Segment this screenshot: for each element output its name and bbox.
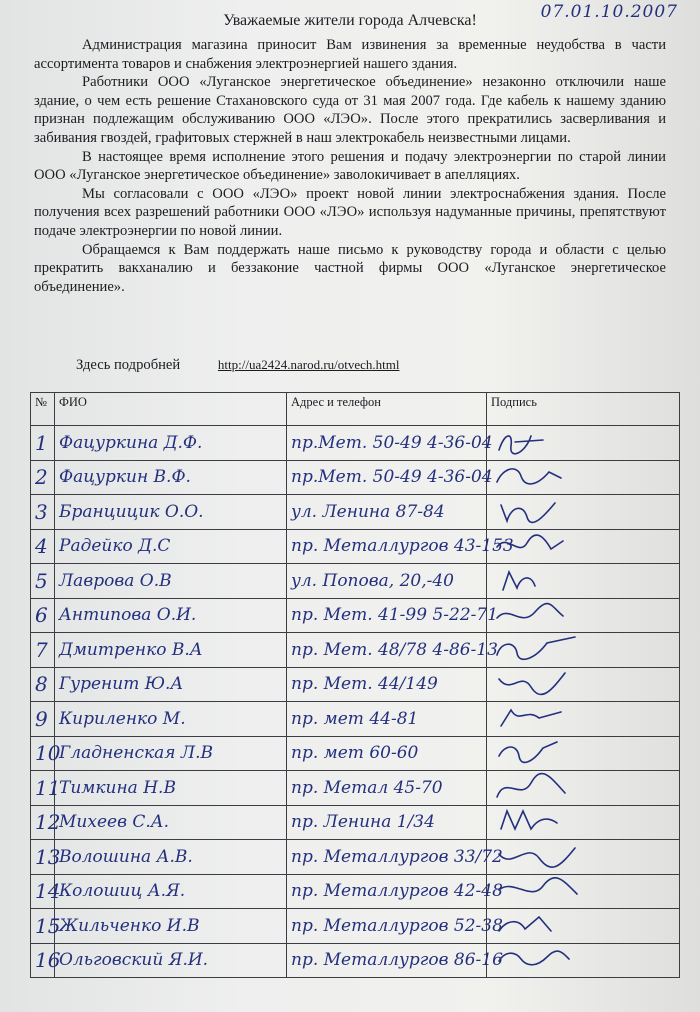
table-row	[31, 633, 680, 668]
row-number: 16	[31, 943, 55, 978]
paragraph: В настоящее время исполнение этого решения и подачу электроэнергии по старой линии ООО «Луганское энергетическое объединение» заволокичивает в апелляциях.	[34, 148, 666, 184]
row-signature	[487, 564, 680, 599]
row-name: Гладненская Л.В	[55, 736, 287, 771]
row-name: Фацуркина Д.Ф.	[55, 426, 287, 461]
signature-scribble	[491, 566, 641, 596]
row-name: Ольговский Я.И.	[55, 943, 287, 978]
row-address: пр. Метал 45-70	[287, 771, 487, 806]
signature-scribble	[491, 635, 641, 665]
row-number: 6	[31, 598, 55, 633]
row-address: пр.Мет. 50-49 4-36-04	[287, 460, 487, 495]
signature-scribble	[491, 842, 641, 872]
row-number: 7	[31, 633, 55, 668]
table-row	[31, 426, 680, 461]
table-row	[31, 805, 680, 840]
signature-scribble	[491, 704, 641, 734]
letter-body	[34, 36, 666, 296]
row-number: 4	[31, 529, 55, 564]
row-number: 2	[31, 460, 55, 495]
signature-scribble	[491, 497, 641, 527]
signature-scribble	[491, 600, 641, 630]
row-signature	[487, 909, 680, 944]
date-stamp: 07.01.10.2007	[540, 2, 678, 22]
details-link[interactable]: http://ua2424.narod.ru/otvech.html	[217, 357, 400, 372]
row-signature	[487, 736, 680, 771]
signature-scribble	[491, 807, 641, 837]
paragraph: Обращаемся к Вам поддержать наше письмо к руководству города и области с целью прекратить вакханалию и беззаконие частной фирмы ООО «Луганское энергетическое объединение».	[34, 241, 666, 295]
table-row	[31, 736, 680, 771]
row-address: пр. Металлургов 42-48	[287, 874, 487, 909]
row-address: пр.Мет. 50-49 4-36-04	[287, 426, 487, 461]
paragraph: Администрация магазина приносит Вам извинения за временные неудобства в части ассортимента товаров и снабжения электроэнергией нашего здания.	[34, 37, 666, 72]
table-row	[31, 874, 680, 909]
row-number: 8	[31, 667, 55, 702]
row-number: 1	[31, 426, 55, 461]
row-signature	[487, 667, 680, 702]
signature-scribble	[491, 945, 641, 975]
row-signature	[487, 840, 680, 875]
signature-scribble	[491, 911, 641, 941]
row-number: 9	[31, 702, 55, 737]
table-row	[31, 840, 680, 875]
row-number: 15	[31, 909, 55, 944]
table-row	[31, 460, 680, 495]
signature-scribble	[491, 876, 641, 906]
row-number: 11	[31, 771, 55, 806]
signature-scribble	[491, 738, 641, 768]
row-number: 12	[31, 805, 55, 840]
row-name: Бранцицик О.О.	[55, 495, 287, 530]
row-signature	[487, 460, 680, 495]
row-name: Михеев С.А.	[55, 805, 287, 840]
row-address: пр. Металлургов 52-38	[287, 909, 487, 944]
row-address: пр. Ленина 1/34	[287, 805, 487, 840]
table-row	[31, 495, 680, 530]
row-number: 5	[31, 564, 55, 599]
row-name: Лаврова О.В	[55, 564, 287, 599]
row-address: пр. Металлургов 43-153	[287, 529, 487, 564]
table-row	[31, 667, 680, 702]
row-address: пр. мет 44-81	[287, 702, 487, 737]
signature-scribble	[491, 428, 641, 458]
row-signature	[487, 702, 680, 737]
table-row	[31, 702, 680, 737]
row-number: 14	[31, 874, 55, 909]
row-name: Дмитренко В.А	[55, 633, 287, 668]
row-signature	[487, 495, 680, 530]
row-name: Кириленко М.	[55, 702, 287, 737]
row-address: пр. Металлургов 33/72	[287, 840, 487, 875]
table-header-row	[31, 393, 680, 426]
row-name: Антипова О.И.	[55, 598, 287, 633]
signature-scribble	[491, 773, 641, 803]
signature-scribble	[491, 462, 641, 492]
paragraph: Мы согласовали с ООО «ЛЭО» проект новой линии электроснабжения здания. После получения всех разрешений работники ООО «ЛЭО» используя надуманные причины, препятствуют подаче электроэнергии по новой линии.	[34, 185, 666, 239]
row-name: Радейко Д.С	[55, 529, 287, 564]
header-address: Адрес и телефон	[287, 393, 487, 426]
row-signature	[487, 805, 680, 840]
row-signature	[487, 633, 680, 668]
row-signature	[487, 771, 680, 806]
row-name: Волошина А.В.	[55, 840, 287, 875]
row-signature	[487, 426, 680, 461]
row-name: Колошиц А.Я.	[55, 874, 287, 909]
row-name: Фацуркин В.Ф.	[55, 460, 287, 495]
table-row	[31, 771, 680, 806]
table-row	[31, 529, 680, 564]
header-signature: Подпись	[487, 393, 680, 426]
row-number: 3	[31, 495, 55, 530]
table-row	[31, 909, 680, 944]
row-name: Жильченко И.В	[55, 909, 287, 944]
row-address: пр. Мет. 48/78 4-86-13	[287, 633, 487, 668]
row-address: ул. Ленина 87-84	[287, 495, 487, 530]
header-name: ФИО	[55, 393, 287, 426]
header-number: №	[31, 393, 55, 426]
row-number: 13	[31, 840, 55, 875]
row-name: Тимкина Н.В	[55, 771, 287, 806]
row-signature	[487, 598, 680, 633]
table-row	[31, 943, 680, 978]
row-address: ул. Попова, 20,-40	[287, 564, 487, 599]
row-address: пр. Мет. 41-99 5-22-71	[287, 598, 487, 633]
row-address: пр. Мет. 44/149	[287, 667, 487, 702]
row-address: пр. мет 60-60	[287, 736, 487, 771]
signature-scribble	[491, 669, 641, 699]
table-row	[31, 564, 680, 599]
signature-table	[30, 392, 680, 978]
paragraph: Работники ООО «Луганское энергетическое объединение» незаконно отключили наше здание, о чем есть решение Стахановского суда от 31 мая 2007 года. Где кабель к нашему зданию признан подлежащим обслуживанию ООО «ЛЭО». После этого прекратились засверливания и забивания гвоздей, графитовых стержней в наш электрокабель неизвестными лицами.	[34, 74, 666, 146]
row-name: Гуренит Ю.А	[55, 667, 287, 702]
row-signature	[487, 529, 680, 564]
row-number: 10	[31, 736, 55, 771]
row-signature	[487, 874, 680, 909]
letter-title: Уважаемые жители города Алчевска!	[223, 12, 477, 29]
details-label: Здесь подробней	[76, 357, 181, 373]
details-line	[76, 357, 400, 374]
table-row	[31, 598, 680, 633]
row-signature	[487, 943, 680, 978]
row-address: пр. Металлургов 86-16	[287, 943, 487, 978]
